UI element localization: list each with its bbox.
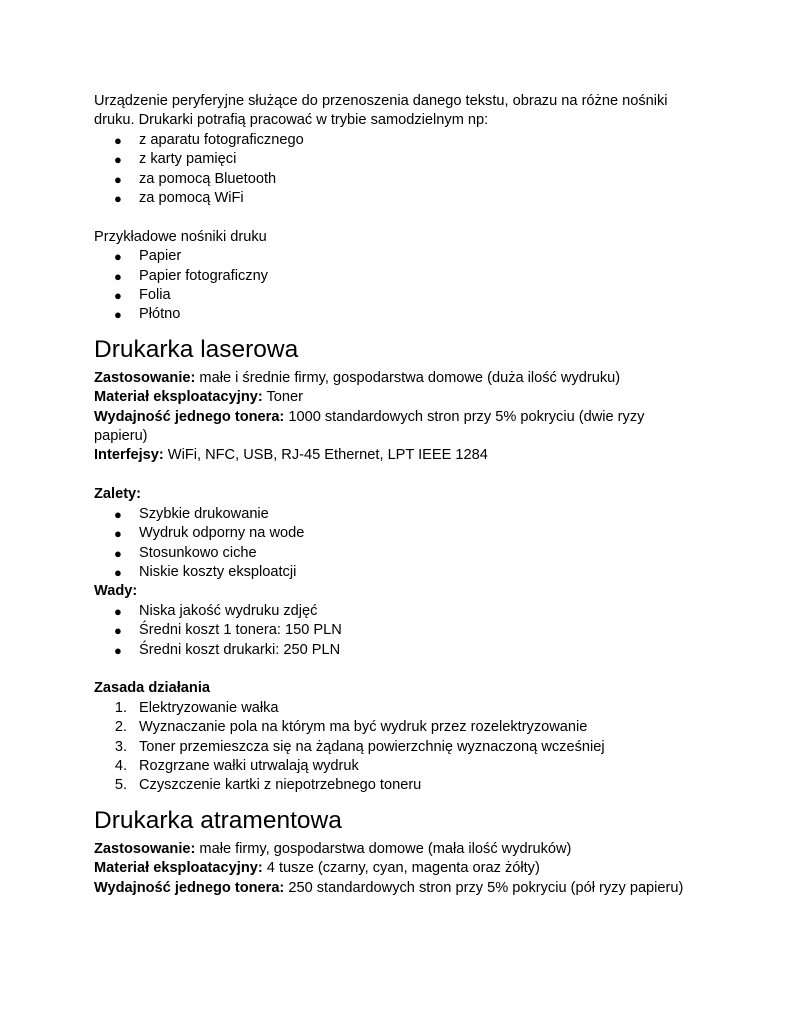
principle-steps-list (94, 699, 694, 796)
list-item: ● Niskie koszty eksploatcji (94, 563, 694, 582)
principle-heading: Zasada działania (94, 680, 210, 697)
list-number: 1. (114, 699, 127, 716)
list-item: ● Papier (94, 247, 694, 266)
list-item: ● Średni koszt drukarki: 250 PLN (94, 641, 694, 660)
cons-heading: Wady: (94, 583, 138, 600)
bullet-icon: ● (114, 288, 122, 304)
laser-material: Materiał eksploatacyjny: Toner (94, 389, 304, 406)
pros-list (94, 505, 694, 583)
print-modes-list (94, 131, 694, 209)
pros-heading: Zalety: (94, 486, 142, 503)
list-item: 1. Elektryzowanie wałka (94, 699, 694, 718)
list-item: ● za pomocą WiFi (94, 189, 694, 208)
intro-paragraph: Urządzenie peryferyjne służące do przenoszenia danego tekstu, obrazu na różne nośniki druku. Drukarki potrafią pracować w trybie samodzielnym np: (94, 93, 668, 129)
laser-yield: Wydajność jednego tonera: 1000 standardowych stron przy 5% pokryciu (dwie ryzy papieru) (94, 408, 645, 445)
bullet-icon: ● (114, 623, 122, 639)
bullet-icon: ● (114, 249, 122, 265)
bullet-icon: ● (114, 171, 122, 187)
document-page (94, 92, 694, 898)
list-item: 4. Rozgrzane wałki utrwalają wydruk (94, 757, 694, 776)
bullet-icon: ● (114, 506, 122, 522)
list-item: ● Płótno (94, 305, 694, 324)
list-number: 2. (114, 719, 127, 736)
bullet-icon: ● (114, 545, 122, 561)
list-item: ● Stosunkowo ciche (94, 544, 694, 563)
bullet-icon: ● (114, 564, 122, 580)
inkjet-material: Materiał eksploatacyjny: 4 tusze (czarny, cyan, magenta oraz żółty) (94, 860, 540, 877)
bullet-icon: ● (114, 191, 122, 207)
list-item: ● Średni koszt 1 tonera: 150 PLN (94, 621, 694, 640)
list-item: ● Wydruk odporny na wode (94, 524, 694, 543)
print-media-list (94, 247, 694, 325)
list-item: 3. Toner przemieszcza się na żądaną powierzchnię wyznaczoną wcześniej (94, 738, 694, 757)
list-item: ● Niska jakość wydruku zdjęć (94, 602, 694, 621)
list-item: ● Folia (94, 286, 694, 305)
list-item: ● Papier fotograficzny (94, 267, 694, 286)
bullet-icon: ● (114, 132, 122, 148)
media-heading: Przykładowe nośniki druku (94, 228, 267, 245)
list-item: 5. Czyszczenie kartki z niepotrzebnego toneru (94, 776, 694, 795)
list-item: 2. Wyznaczanie pola na którym ma być wydruk przez rozelektryzowanie (94, 718, 694, 737)
inkjet-yield: Wydajność jednego tonera: 250 standardowych stron przy 5% pokryciu (pół ryzy papieru) (94, 879, 684, 896)
bullet-icon: ● (114, 642, 122, 658)
bullet-icon: ● (114, 152, 122, 168)
laser-printer-heading: Drukarka laserowa (94, 335, 299, 363)
list-item: ● za pomocą Bluetooth (94, 170, 694, 189)
inkjet-printer-heading: Drukarka atramentowa (94, 806, 342, 834)
bullet-icon: ● (114, 603, 122, 619)
list-number: 3. (114, 738, 127, 755)
bullet-icon: ● (114, 307, 122, 323)
cons-list (94, 602, 694, 660)
spacer (94, 466, 694, 485)
list-number: 5. (114, 777, 127, 794)
bullet-icon: ● (114, 268, 122, 284)
inkjet-usage: Zastosowanie: małe firmy, gospodarstwa domowe (mała ilość wydruków) (94, 840, 572, 857)
spacer (94, 208, 694, 227)
spacer (94, 660, 694, 679)
list-item: ● Szybkie drukowanie (94, 505, 694, 524)
list-item: ● z karty pamięci (94, 150, 694, 169)
list-number: 4. (114, 757, 127, 774)
list-item: ● z aparatu fotograficznego (94, 131, 694, 150)
laser-usage: Zastosowanie: małe i średnie firmy, gospodarstwa domowe (duża ilość wydruku) (94, 369, 621, 386)
laser-interfaces: Interfejsy: WiFi, NFC, USB, RJ-45 Ethernet, LPT IEEE 1284 (94, 447, 488, 464)
bullet-icon: ● (114, 526, 122, 542)
